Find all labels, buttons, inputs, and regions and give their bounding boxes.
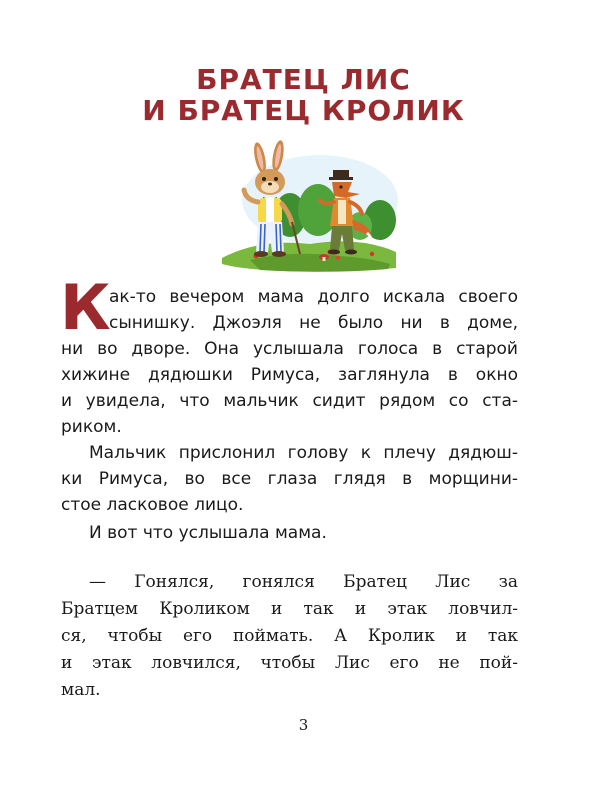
paragraph-line: ак-то вечером мама долго искала своего [109,287,518,307]
tale-line: — Гонялся, гонялся Братец Лис за [89,572,518,592]
paragraph-line: Мальчик прислонил голову к плечу дядюш- [89,443,518,463]
paragraph-line: ки Римуса, во все глаза глядя в морщини- [61,469,518,489]
story-title-line-1: БРАТЕЦ ЛИС [196,63,411,96]
drop-cap-letter: К [60,271,111,344]
paragraph-line: ни во дворе. Она услышала голоса в старой [61,339,518,359]
rabbit-and-fox-illustration [220,140,398,275]
paragraph-line: стое ласковое лицо. [61,495,244,515]
story-paragraph-1 [61,284,518,440]
paragraph-line: сынишку. Джоэля не было ни в доме, [109,313,518,333]
tale-line: Братцем Кроликом и так и этак ловчил- [61,599,518,619]
paragraph-line: и увидела, что мальчик сидит рядом со ста- [61,391,518,411]
paragraph-line: хижине дядюшки Римуса, заглянула в окно [61,365,518,385]
paragraph-line: И вот что услышала мама. [89,523,327,543]
story-paragraph-2 [61,440,518,518]
story-title-line-2: И БРАТЕЦ КРОЛИК [142,94,465,127]
tale-line: мал. [61,680,101,700]
tale-line: и этак ловчился, чтобы Лис его не пой- [61,653,518,673]
story-paragraph-3 [61,520,518,546]
paragraph-line: риком. [61,417,122,437]
tale-text [61,569,518,704]
tale-line: ся, чтобы его поймать. А Кролик и так [61,626,518,646]
page-number: 3 [298,716,309,734]
